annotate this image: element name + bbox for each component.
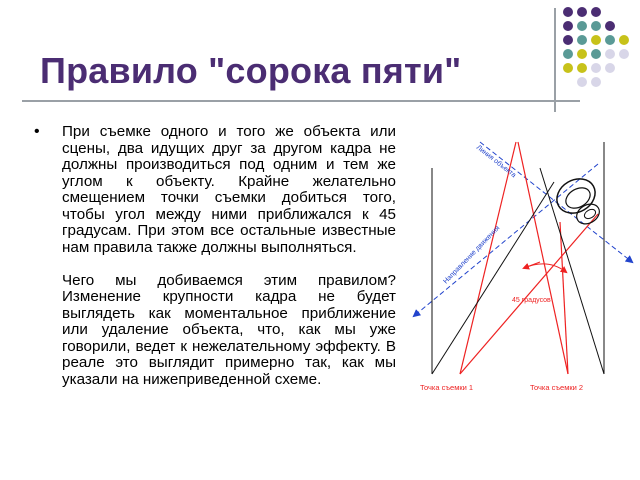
object-line-label: Линия объекта — [474, 144, 518, 180]
angle-arc-start — [524, 262, 540, 268]
angle-label: 45 градусов — [512, 297, 551, 304]
bullet-icon: • — [34, 123, 40, 140]
direction-label: Направление движения — [442, 224, 502, 286]
object-ellipse-outer-1 — [551, 172, 602, 220]
camera-point-1-label: Точка съемки 1 — [420, 383, 474, 392]
slide-title: Правило "сорока пяти" — [40, 50, 462, 91]
object-ellipse-outer-2 — [573, 200, 603, 228]
slide-body — [34, 124, 396, 388]
view-line-1b — [460, 214, 598, 374]
direction-line — [414, 164, 598, 316]
camera-angle-diagram — [412, 128, 638, 398]
vertical-divider-line — [554, 8, 556, 112]
paragraph-2: Чего мы добиваемся этим правилом? Изменение крупности кадра не будет выглядеть как моментальное приближение или удаление объекта, что, как мы уже говорили, ведет к нежелательному эффекту. В реале это выглядит примерно так, как мы указали на нижеприведенной схеме. — [62, 271, 396, 388]
camera-point-2-label: Точка съемки 2 — [530, 383, 584, 392]
horizontal-divider-line — [22, 100, 580, 102]
object-line — [480, 142, 632, 262]
object-ellipse-inner-1 — [562, 184, 594, 213]
decorative-dot-grid — [562, 6, 640, 106]
paragraph-1: При съемке одного и того же объекта или сцены, два идущих друг за другом кадра не должны производиться под одним и тем же углом к объекту. Крайне желательно смещением точки съемки добиться того, чтобы угол между ними приближался к 45 градусам. При этом все остальные известные нам правила также должны выполняться. — [62, 123, 396, 256]
